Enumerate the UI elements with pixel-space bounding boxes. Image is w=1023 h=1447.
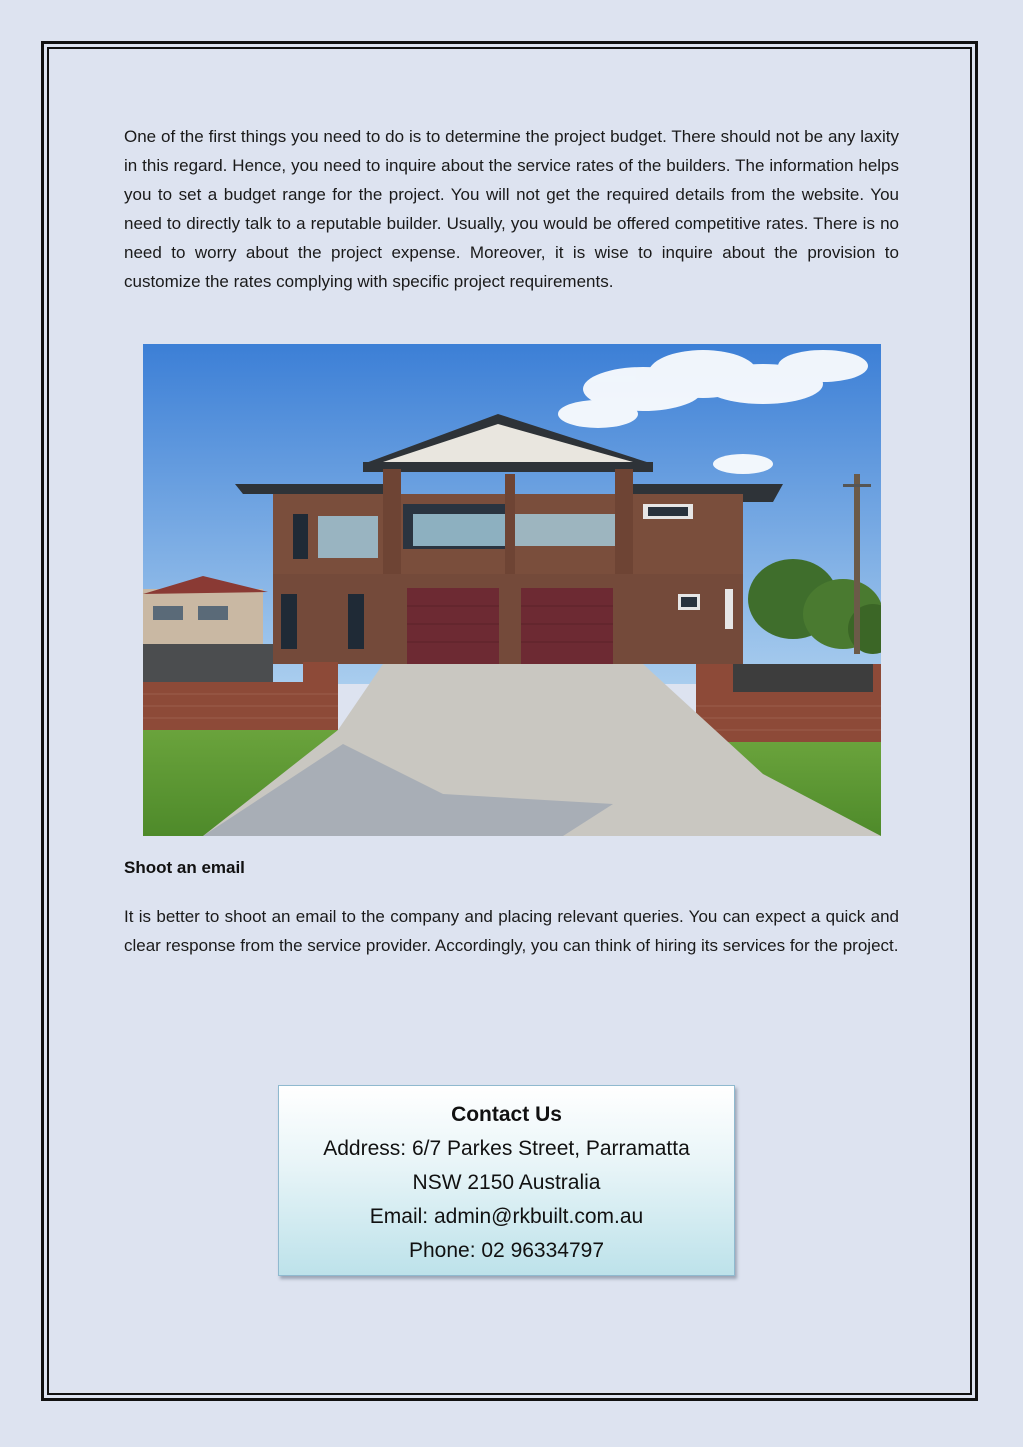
section-heading: Shoot an email — [124, 858, 245, 877]
contact-address-line1: Address: 6/7 Parkes Street, Parramatta — [323, 1137, 690, 1160]
intro-paragraph: One of the first things you need to do is to determine the project budget. There should not be any laxity in this regard. Hence, you need to inquire about the service rates of the builders. The information helps you to set a budget range for the project. You will not get the required details from the website. You need to directly talk to a reputable builder. Usually, you would be offered competitive rates. There is no need to worry about the project expense. Moreover, it is wise to inquire about the provision to customize the rates complying with specific project requirements. — [124, 127, 899, 291]
contact-email[interactable]: Email: admin@rkbuilt.com.au — [369, 1205, 644, 1228]
contact-phone[interactable]: Phone: 02 96334797 — [408, 1239, 605, 1262]
section-body: It is better to shoot an email to the company and placing relevant queries. You can expect a quick and clear response from the service provider. Accordingly, you can think of hiring its services for the project. — [124, 907, 899, 955]
contact-box — [278, 1085, 735, 1276]
house-photo — [143, 344, 881, 836]
contact-address-line2: NSW 2150 Australia — [412, 1171, 601, 1194]
contact-title: Contact Us — [451, 1103, 562, 1126]
